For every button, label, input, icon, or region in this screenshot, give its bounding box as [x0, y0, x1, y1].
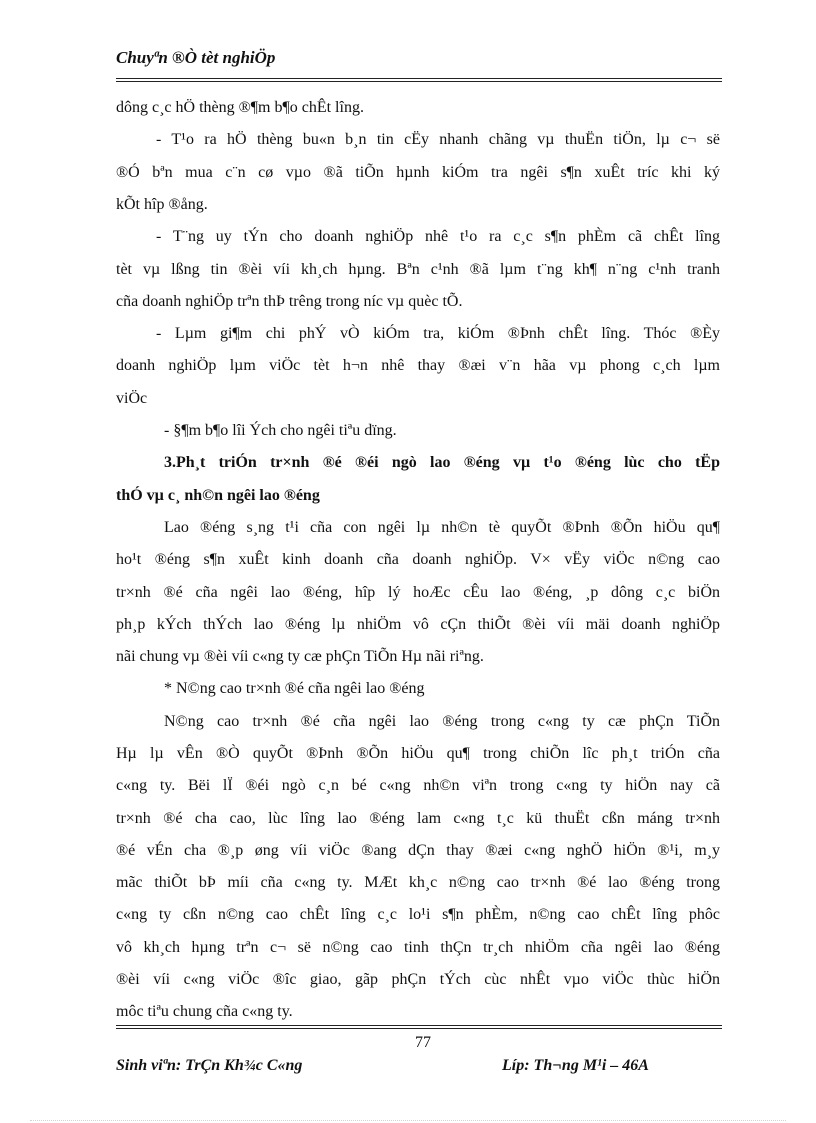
text-line: dông c¸c hÖ thèng ®¶m b¶o chÊt lîng. — [116, 99, 364, 116]
text-line: nãi chung vµ ®èi víi c«ng ty cæ phÇn TiÕn Hµ nãi riªng. — [116, 648, 484, 665]
text-line: 3.Ph¸t triÓn tr×nh ®é ®éi ngò lao ®éng vµ t¹o ®éng lùc cho tËp — [164, 454, 720, 471]
text-line: tr×nh ®é cha cao, lùc lîng lao ®éng lam c«ng t¸c kü thuËt cßn máng tr×nh — [116, 810, 720, 827]
text-line: doanh nghiÖp lµm viÖc tèt h¬n nhê thay ®æi v¨n hãa vµ phong c¸ch lµm — [116, 357, 720, 374]
footer-rule-bottom — [116, 1028, 722, 1029]
page-bottom-divider — [30, 1120, 786, 1121]
text-line: thÓ vµ c¸ nh©n ngêi lao ®éng — [116, 487, 320, 504]
text-line: môc tiªu chung cña c«ng ty. — [116, 1003, 293, 1020]
text-line: ®Ó bªn mua c¨n cø vµo ®ã tiÕn hµnh kiÓm tra ngêi s¶n xuÊt tríc khi ký — [116, 164, 720, 181]
header-rule-top — [116, 78, 722, 79]
footer-rule-top — [116, 1025, 722, 1026]
text-line: ®é vÉn cha ®¸p øng víi viÖc ®ang dÇn thay ®æi c«ng nghÖ hiÖn ®¹i, m¸y — [116, 842, 720, 859]
text-line: tèt vµ lßng tin ®èi víi kh¸ch hµng. Bªn c¹nh ®ã lµm t¨ng kh¶ n¨ng c¹nh tranh — [116, 261, 720, 278]
text-line: - §¶m b¶o lîi Ých cho ngêi tiªu dïng. — [164, 422, 397, 439]
text-line: vô kh¸ch hµng trªn c¬ së n©ng cao tinh thÇn tr¸ch nhiÖm cña ngêi lao ®éng — [116, 939, 720, 956]
page-number: 77 — [415, 1034, 431, 1051]
text-line: cña doanh nghiÖp trªn thÞ trêng trong níc vµ quèc tÕ. — [116, 293, 463, 310]
text-line: Lao ®éng s¸ng t¹i cña con ngêi lµ nh©n tè quyÕt ®Þnh ®Õn hiÖu qu¶ — [164, 519, 720, 536]
text-line: - Lµm gi¶m chi phÝ vÒ kiÓm tra, kiÓm ®Þnh chÊt lîng. Thóc ®Èy — [156, 325, 720, 342]
footer-student-name: Sinh viªn: TrÇn Kh¾c C«ng — [116, 1057, 303, 1074]
text-line: Hµ lµ vÊn ®Ò quyÕt ®Þnh ®Õn hiÖu qu¶ trong chiÕn lîc ph¸t triÓn cña — [116, 745, 720, 762]
text-line: viÖc — [116, 390, 148, 407]
text-line: - T¨ng uy tÝn cho doanh nghiÖp nhê t¹o ra c¸c s¶n phÈm cã chÊt lîng — [156, 228, 720, 245]
text-line: ®èi víi c«ng viÖc ®îc giao, gãp phÇn tÝch cùc nhÊt vµo viÖc thùc hiÖn — [116, 971, 720, 988]
text-line: N©ng cao tr×nh ®é cña ngêi lao ®éng trong c«ng ty cæ phÇn TiÕn — [164, 713, 720, 730]
text-line: c«ng ty. Bëi lÏ ®éi ngò c¸n bé c«ng nh©n viªn trong c«ng ty hiÖn nay cã — [116, 777, 720, 794]
text-line: kÕt hîp ®ång. — [116, 196, 208, 213]
footer-class: Líp: Th¬ng M¹i – 46A — [502, 1057, 649, 1074]
text-line: * N©ng cao tr×nh ®é cña ngêi lao ®éng — [164, 680, 425, 697]
text-line: ph¸p kÝch thÝch lao ®éng lµ nhiÖm vô cÇn thiÕt ®èi víi mäi doanh nghiÖp — [116, 616, 720, 633]
text-line: tr×nh ®é cña ngêi lao ®éng, hîp lý hoÆc cÊu lao ®éng, ¸p dông c¸c biÖn — [116, 584, 720, 601]
text-line: ho¹t ®éng s¶n xuÊt kinh doanh cña doanh nghiÖp. V× vËy viÖc n©ng cao — [116, 551, 720, 568]
text-line: c«ng ty cßn n©ng cao chÊt lîng c¸c lo¹i s¶n phÈm, n©ng cao chÊt lîng phôc — [116, 906, 720, 923]
text-line: mãc thiÕt bÞ míi cña c«ng ty. MÆt kh¸c n©ng cao tr×nh ®é lao ®éng trong — [116, 874, 720, 891]
text-line: - T¹o ra hÖ thèng bu«n b¸n tin cËy nhanh chãng vµ thuËn tiÖn, lµ c¬ së — [156, 131, 720, 148]
header-title: Chuyªn ®Ò tèt nghiÖp — [116, 48, 276, 67]
header-rule-bottom — [116, 81, 722, 82]
